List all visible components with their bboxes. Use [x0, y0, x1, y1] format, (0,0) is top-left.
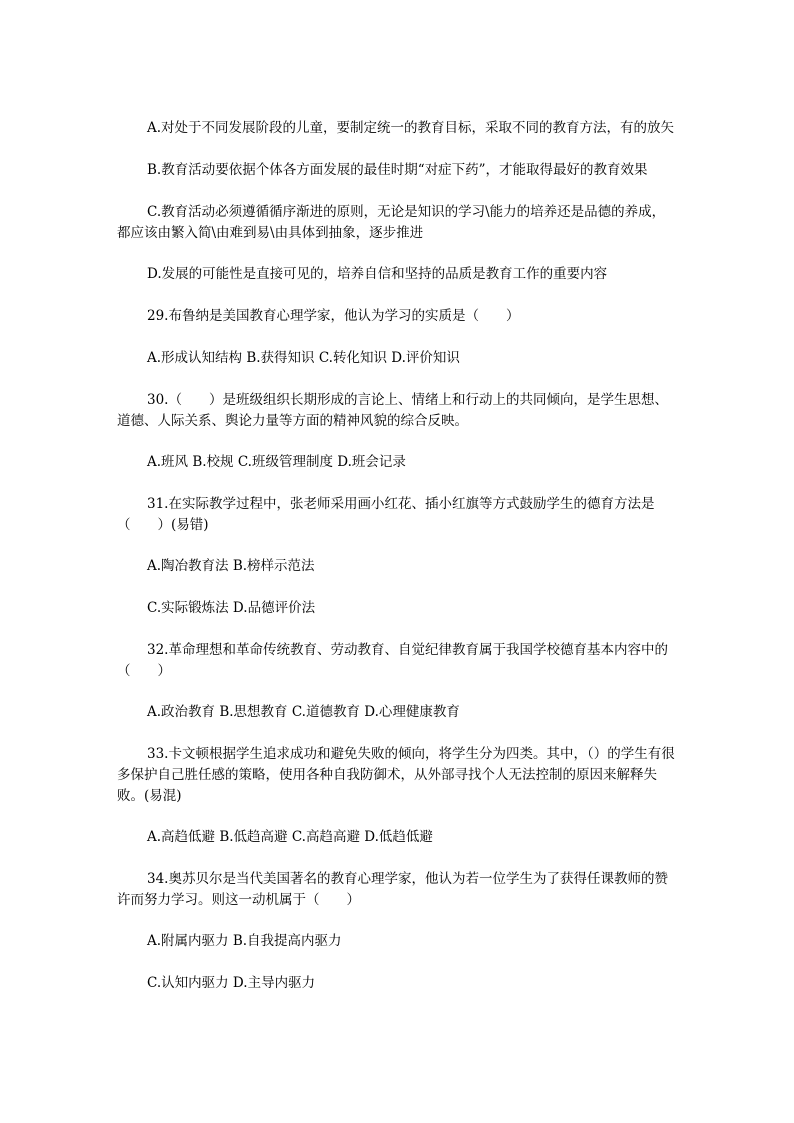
- question-34: 34.奥苏贝尔是当代美国著名的教育心理学家，他认为若一位学生为了获得任课教师的赞许而努力学习。则这一动机属于（ ）: [117, 871, 668, 908]
- option-b-text: B.教育活动要依据个体各方面发展的最佳时期“对症下药”，才能取得最好的教育效果: [147, 162, 648, 178]
- question-29: 29.布鲁纳是美国教育心理学家，他认为学习的实质是（ ）: [147, 308, 520, 324]
- option-a-text: A.对处于不同发展阶段的儿童，要制定统一的教育目标，采取不同的教育方法，有的放矢: [147, 120, 675, 136]
- question-34-options-cd: C.认知内驱力 D.主导内驱力: [147, 975, 316, 991]
- question-30: 30.（ ）是班级组织长期形成的言论上、情绪上和行动上的共同倾向，是学生思想、道德、人际关系、舆论力量等方面的精神风貌的综合反映。: [117, 392, 668, 429]
- option-d-text: D.发展的可能性是直接可见的，培养自信和坚持的品质是教育工作的重要内容: [147, 266, 608, 282]
- question-29-options: A.形成认知结构 B.获得知识 C.转化知识 D.评价知识: [147, 350, 460, 366]
- question-32: 32.革命理想和革命传统教育、劳动教育、自觉纪律教育属于我国学校德育基本内容中的（ ）: [117, 642, 668, 679]
- question-32-options: A.政治教育 B.思想教育 C.道德教育 D.心理健康教育: [147, 704, 460, 720]
- question-33-options: A.高趋低避 B.低趋高避 C.高趋高避 D.低趋低避: [147, 829, 433, 845]
- question-33: 33.卡文顿根据学生追求成功和避免失败的倾向，将学生分为四类。其中，（）的学生有很多保护自己胜任感的策略，使用各种自我防御术，从外部寻找个人无法控制的原因来解释失败。(易混): [117, 746, 675, 804]
- question-31-options-cd: C.实际锻炼法 D.品德评价法: [147, 600, 316, 616]
- question-31-options-ab: A.陶冶教育法 B.榜样示范法: [147, 558, 315, 574]
- question-31: 31.在实际教学过程中，张老师采用画小红花、插小红旗等方式鼓励学生的德育方法是（ ）(易错): [117, 496, 655, 533]
- option-c-text: C.教育活动必须遵循循序渐进的原则，无论是知识的学习\能力的培养还是品德的养成，都应该由繁入简\由难到易\由具体到抽象，逐步推进: [117, 204, 666, 241]
- question-30-options: A.班风 B.校规 C.班级管理制度 D.班会记录: [147, 454, 406, 470]
- question-34-options-ab: A.附属内驱力 B.自我提高内驱力: [147, 933, 342, 949]
